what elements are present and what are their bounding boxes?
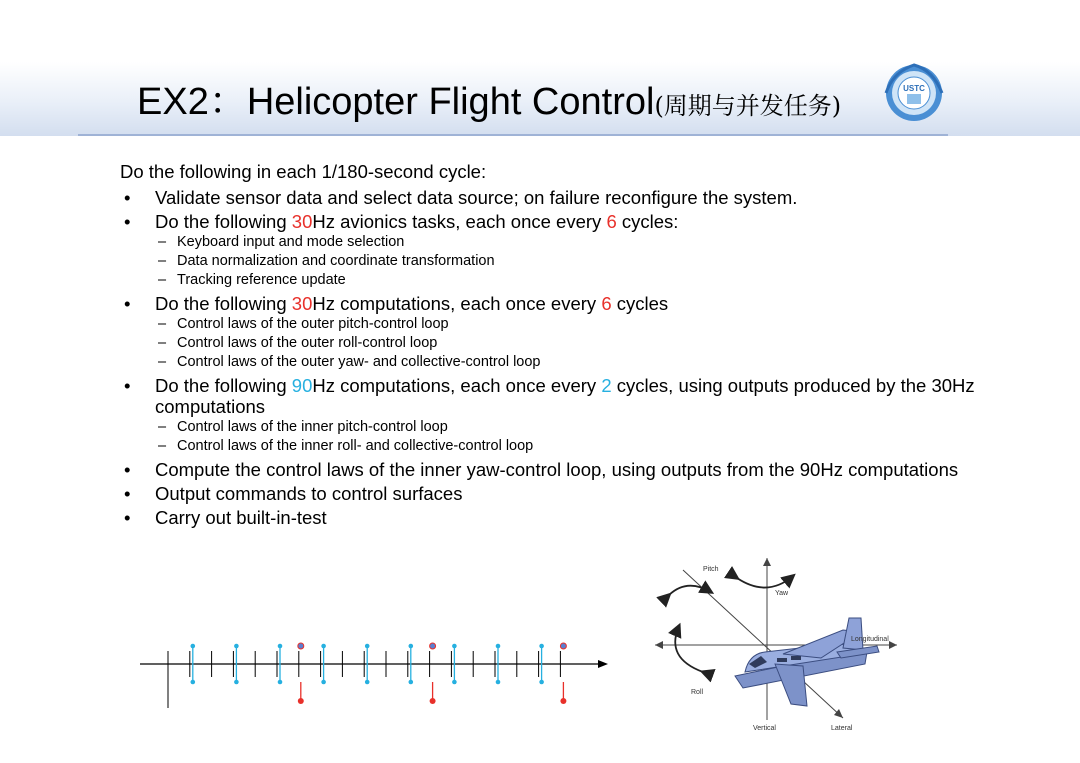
freq-30hz: 30 xyxy=(291,211,313,232)
task-90hz-marker xyxy=(234,644,239,649)
freq-90hz: 90 xyxy=(291,375,313,396)
pitch-label: Pitch xyxy=(703,566,719,573)
lateral-label: Lateral xyxy=(831,725,853,732)
logo-text: USTC xyxy=(903,84,925,93)
ustc-logo xyxy=(883,62,945,124)
title-subtitle: (周期与并发任务) xyxy=(654,92,842,120)
list-item: – Control laws of the outer yaw- and collective-control loop xyxy=(120,353,980,372)
task-90hz-marker xyxy=(191,680,196,685)
list-item: – Keyboard input and mode selection xyxy=(120,233,980,252)
task-90hz-marker xyxy=(321,644,326,649)
task-30hz-start-marker xyxy=(298,643,304,649)
list-item: – Tracking reference update xyxy=(120,271,980,290)
task-90hz-marker xyxy=(278,644,283,649)
list-item: – Control laws of the inner roll- and collective-control loop xyxy=(120,437,980,456)
task-30hz-marker xyxy=(298,698,304,704)
list-item: – Control laws of the inner pitch-control loop xyxy=(120,418,980,437)
cycles-2: 2 xyxy=(601,375,612,396)
airplane-icon xyxy=(735,618,879,706)
task-90hz-marker xyxy=(191,644,196,649)
cycles-6: 6 xyxy=(606,211,617,232)
timeline-arrowhead-icon xyxy=(598,660,608,668)
bullet-output: • Output commands to control surfaces xyxy=(120,483,980,504)
avionics-sublist xyxy=(120,233,980,290)
freq-30hz: 30 xyxy=(291,293,313,314)
task-90hz-marker xyxy=(496,644,501,649)
yaw-label: Yaw xyxy=(775,590,789,597)
bullet-inner-loop: • Do the following 90Hz computations, each once every 2 cycles, using outputs produced by the 30Hz computations xyxy=(120,375,980,417)
cycles-6: 6 xyxy=(601,293,612,314)
task-90hz-marker xyxy=(452,644,457,649)
title-underline xyxy=(78,134,948,136)
task-90hz-marker xyxy=(452,680,457,685)
task-30hz-marker xyxy=(560,698,566,704)
task-90hz-marker xyxy=(234,680,239,685)
task-90hz-marker xyxy=(365,680,370,685)
task-90hz-marker xyxy=(539,680,544,685)
list-item: – Data normalization and coordinate transformation xyxy=(120,252,980,271)
list-item: – Control laws of the outer roll-control loop xyxy=(120,334,980,353)
airplane-axes-diagram xyxy=(625,548,915,733)
longitudinal-label: Longitudinal xyxy=(851,636,889,643)
task-90hz-marker xyxy=(539,644,544,649)
task-90hz-marker xyxy=(409,644,414,649)
list-item: – Control laws of the outer pitch-control loop xyxy=(120,315,980,334)
cycle-timeline-diagram xyxy=(140,630,620,710)
task-30hz-start-marker xyxy=(560,643,566,649)
bullet-avionics: • Do the following 30Hz avionics tasks, each once every 6 cycles: xyxy=(120,211,980,232)
bullet-outer-loop: • Do the following 30Hz computations, each once every 6 cycles xyxy=(120,293,980,314)
task-90hz-marker xyxy=(278,680,283,685)
vertical-label: Vertical xyxy=(753,725,776,732)
roll-label: Roll xyxy=(691,689,704,696)
inner-loop-sublist xyxy=(120,418,980,456)
task-30hz-marker xyxy=(430,698,436,704)
bullet-validate: • Validate sensor data and select data source; on failure reconfigure the system. xyxy=(120,187,980,208)
intro-text: Do the following in each 1/180-second cycle: xyxy=(120,161,487,182)
slide-title xyxy=(137,74,841,134)
task-90hz-marker xyxy=(321,680,326,685)
roll-arrow-icon xyxy=(675,626,703,672)
task-30hz-start-marker xyxy=(430,643,436,649)
bullet-bit: • Carry out built-in-test xyxy=(120,507,980,528)
task-90hz-marker xyxy=(365,644,370,649)
yaw-arrow-icon xyxy=(737,576,793,588)
slide-body xyxy=(120,160,980,528)
outer-loop-sublist xyxy=(120,315,980,372)
title-main: EX2：Helicopter Flight Control xyxy=(137,81,655,123)
task-90hz-marker xyxy=(409,680,414,685)
bullet-yaw-loop: • Compute the control laws of the inner yaw-control loop, using outputs from the 90Hz computations xyxy=(120,459,980,480)
task-90hz-marker xyxy=(496,680,501,685)
